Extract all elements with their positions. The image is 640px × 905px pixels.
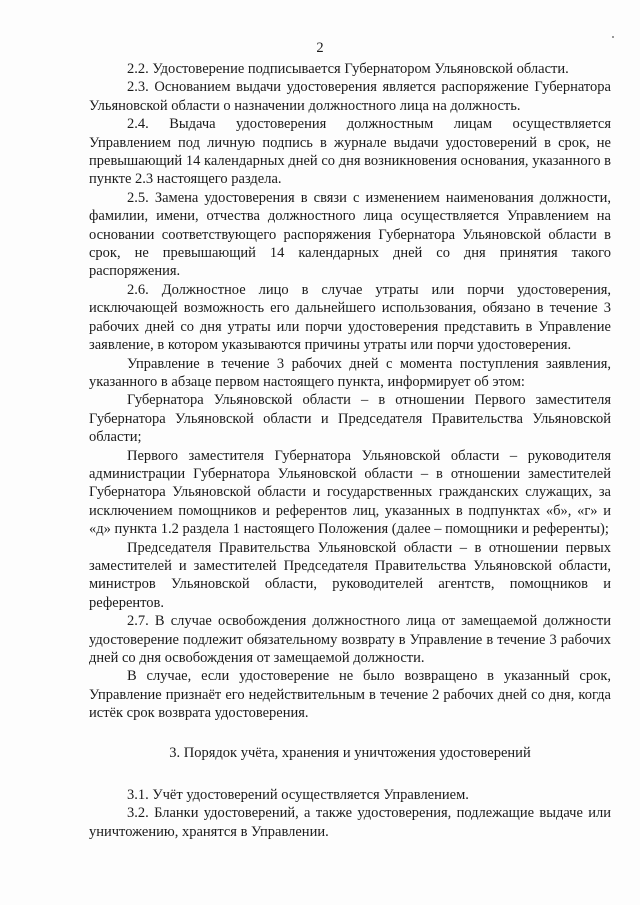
paragraph-2-6-governor: Губернатора Ульяновской области – в отношении Первого заместителя Губернатора Ульяновской области и Председателя Правительства Ульяновской области; <box>89 392 611 446</box>
paragraph-2-6-notify: Управление в течение 3 рабочих дней с момента поступления заявления, указанного в абзаце первом настоящего пункта, информирует об этом: <box>89 355 611 390</box>
page-number: 2 <box>316 40 324 56</box>
paragraph-2-3: 2.3. Основанием выдачи удостоверения является распоряжение Губернатора Ульяновской области о назначении должностного лица на должность. <box>89 79 611 114</box>
paragraph-2-5: 2.5. Замена удостоверения в связи с изменением наименования должности, фамилии, имени, отчества должностного лица осуществляется Управлением на основании соответствующего распоряжения Губернатора Ульяновской области в срок, не превышающий 14 календарных дней со дня принятия такого распоряжения. <box>89 189 611 280</box>
paragraph-3-1: 3.1. Учёт удостоверений осуществляется Управлением. <box>127 787 469 804</box>
paragraph-3-2: 3.2. Бланки удостоверений, а также удостоверения, подлежащие выдаче или уничтожению, хранятся в Управлении. <box>89 805 611 840</box>
paragraph-2-6-chairman: Председателя Правительства Ульяновской области – в отношении первых заместителей и заместителей Председателя Правительства Ульяновской области, министров Ульяновской области, руководителей агентств, помощников и референтов. <box>89 539 611 611</box>
paragraph-2-2: 2.2. Удостоверение подписывается Губернатором Ульяновской области. <box>127 61 569 77</box>
section-3-heading: 3. Порядок учёта, хранения и уничтожения удостоверений <box>169 744 531 761</box>
paragraph-2-7-not-returned: В случае, если удостоверение не было возвращено в указанный срок, Управление признаёт его недействительным в течение 2 рабочих дней со дня, когда истёк срок возврата удостоверения. <box>89 668 611 722</box>
document-body <box>89 60 611 841</box>
paragraph-2-4: 2.4. Выдача удостоверения должностным лицам осуществляется Управлением под личную подпись в журнале выдачи удостоверений в срок, не превышающий 14 календарных дней со дня возникновения основания, указанного в пункте 2.3 настоящего раздела. <box>89 116 611 188</box>
paragraph-2-7: 2.7. В случае освобождения должностного лица от замещаемой должности удостоверение подлежит обязательному возврату в Управление в течение 3 рабочих дней со дня освобождения от замещаемой должности. <box>89 613 611 666</box>
scan-speck <box>612 36 614 38</box>
paragraph-2-6-first-deputy: Первого заместителя Губернатора Ульяновской области – руководителя администрации Губернатора Ульяновской области – в отношении заместителей Губернатора Ульяновской области и государственных гражданских служащих, за исключением помощников и референтов лиц, указанных в подпунктах «б», «г» и «д» пункта 1.2 раздела 1 настоящего Положения (далее – помощники и референты); <box>89 447 611 538</box>
paragraph-2-6: 2.6. Должностное лицо в случае утраты или порчи удостоверения, исключающей возможность его дальнейшего использования, обязано в течение 3 рабочих дней со дня утраты или порчи удостоверения представить в Управление заявление, в котором указываются причины утраты или порчи удостоверения. <box>89 281 611 354</box>
